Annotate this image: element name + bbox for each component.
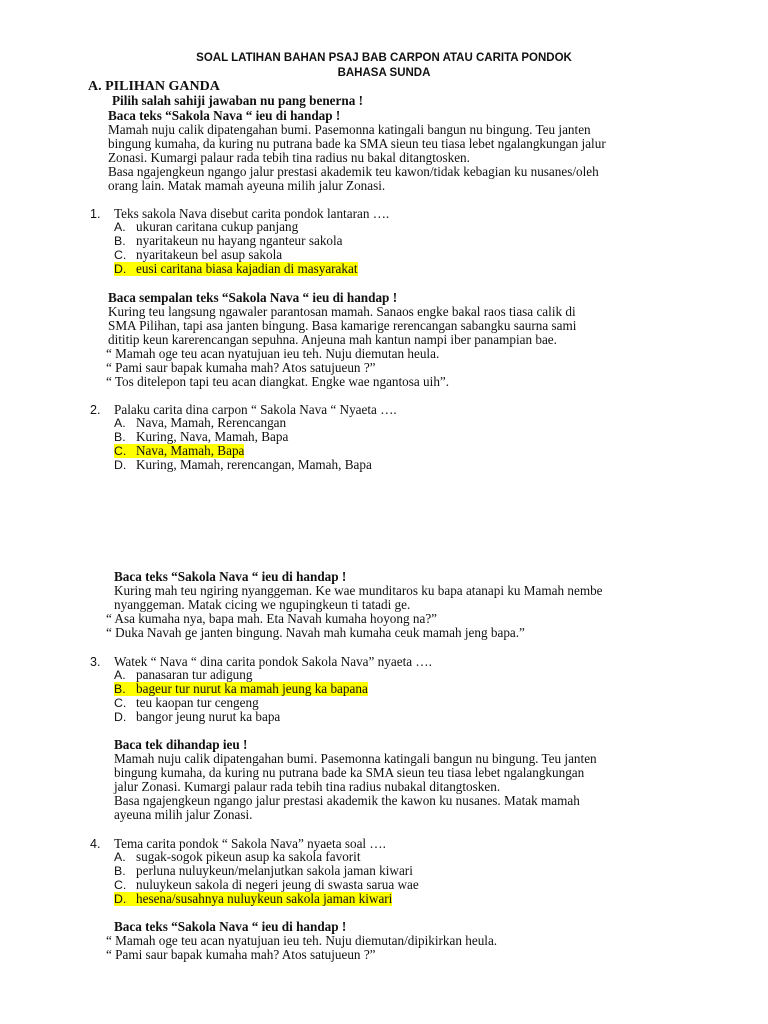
- option-a: A. sugak-sogok pikeun asup ka sakola favorit: [114, 849, 361, 864]
- passage-line: orang lain. Matak mamah ayeuna milih jalur Zonasi.: [108, 178, 386, 193]
- option-d: D. Kuring, Mamah, rerencangan, Mamah, Bapa: [114, 457, 372, 472]
- passage-line: Kuring teu langsung ngawaler parantosan mamah. Sanaos engke bakal raos tiasa calik di: [108, 304, 576, 319]
- document-subtitle: BAHASA SUNDA: [337, 67, 431, 79]
- option-d-answer: D. hesena/susahnya nuluykeun sakola jaman kiwari: [114, 891, 393, 906]
- passage-line: Basa ngajengkeun ngango jalur prestasi akademik the kawon ku nusanes. Matak mamah: [114, 793, 580, 808]
- question-text: Teks sakola Nava disebut carita pondok lantaran ….: [114, 206, 390, 221]
- section-instruction: Pilih salah sahiji jawaban nu pang benerna !: [112, 93, 363, 108]
- question-text: Watek “ Nava “ dina carita pondok Sakola Nava” nyaeta ….: [114, 654, 432, 669]
- option-b-answer: B. bageur tur nurut ka mamah jeung ka bapana: [114, 681, 368, 696]
- passage-line: bingung kumaha, da kuring nu putrana bade ka SMA sieun teu tiasa lebet ngalangkungan jalur: [108, 136, 606, 151]
- document-title: SOAL LATIHAN BAHAN PSAJ BAB CARPON ATAU CARITA PONDOK: [196, 52, 572, 64]
- passage-line: “ Mamah oge teu acan nyatujuan ieu teh. Nuju diemutan heula.: [106, 346, 440, 361]
- question-text: Tema carita pondok “ Sakola Nava” nyaeta soal ….: [114, 836, 386, 851]
- passage-line: “ Mamah oge teu acan nyatujuan ieu teh. Nuju diemutan/dipikirkan heula.: [106, 933, 498, 948]
- passage-line: Basa ngajengkeun ngango jalur prestasi akademik teu kawon/tidak kebagian ku nusanes/oleh: [108, 164, 599, 179]
- passage-line: “ Pami saur bapak kumaha mah? Atos satujueun ?”: [106, 947, 376, 962]
- passage-line: “ Tos ditelepon tapi teu acan diangkat. Engke wae ngantosa uih”.: [106, 374, 450, 389]
- option-b: B. Kuring, Nava, Mamah, Bapa: [114, 429, 289, 444]
- option-c: C. nuluykeun sakola di negeri jeung di swasta sarua wae: [114, 877, 419, 892]
- passage-line: nyanggeman. Matak cicing we ngupingkeun ti tatadi ge.: [114, 597, 411, 612]
- option-c-answer: C. Nava, Mamah, Bapa: [114, 443, 245, 458]
- option-d-answer: D. eusi caritana biasa kajadian di masyarakat: [114, 261, 358, 276]
- passage-line: dititip keun karerencangan sepuhna. Anjeuna mah kantun nampi iber panampian bae.: [108, 332, 557, 347]
- option-b: B. nyaritakeun nu hayang nganteur sakola: [114, 233, 343, 248]
- passage-line: “ Duka Navah ge janten bingung. Navah mah kumaha ceuk mamah jeng bapa.”: [106, 625, 525, 640]
- option-c: C. nyaritakeun bel asup sakola: [114, 247, 283, 262]
- passage-intro: Baca teks “Sakola Nava “ ieu di handap !: [114, 569, 347, 584]
- question-text: Palaku carita dina carpon “ Sakola Nava “ Nyaeta ….: [114, 402, 397, 417]
- passage-line: “ Pami saur bapak kumaha mah? Atos satujueun ?”: [106, 360, 376, 375]
- passage-intro: Baca teks “Sakola Nava “ ieu di handap !: [114, 919, 347, 934]
- question-number: 4.: [90, 837, 101, 851]
- passage-intro: Baca tek dihandap ieu !: [114, 737, 248, 752]
- option-c: C. teu kaopan tur cengeng: [114, 695, 259, 710]
- option-a: A. panasaran tur adigung: [114, 667, 253, 682]
- section-heading: A. PILIHAN GANDA: [88, 79, 220, 94]
- passage-line: Mamah nuju calik dipatengahan bumi. Pasemonna katingali bangun nu bingung. Teu janten: [114, 751, 597, 766]
- passage-line: Mamah nuju calik dipatengahan bumi. Pasemonna katingali bangun nu bingung. Teu janten: [108, 122, 591, 137]
- passage-line: Kuring mah teu ngiring nyanggeman. Ke wae munditaros ku bapa atanapi ku Mamah nembe: [114, 583, 603, 598]
- passage-intro: Baca sempalan teks “Sakola Nava “ ieu di handap !: [108, 290, 398, 305]
- option-b: B. perluna nuluykeun/melanjutkan sakola jaman kiwari: [114, 863, 413, 878]
- option-a: A. Nava, Mamah, Rerencangan: [114, 415, 287, 430]
- passage-line: jalur Zonasi. Kumargi palaur rada tebih tina radius nubakal ditangtosken.: [114, 779, 501, 794]
- option-a: A. ukuran caritana cukup panjang: [114, 219, 299, 234]
- question-number: 2.: [90, 403, 101, 417]
- passage-line: bingung kumaha, da kuring nu putrana bade ka SMA sieun teu tiasa lebet ngalangkungan: [114, 765, 585, 780]
- question-number: 3.: [90, 655, 101, 669]
- passage-line: “ Asa kumaha nya, bapa mah. Eta Navah kumaha hoyong na?”: [106, 611, 438, 626]
- option-d: D. bangor jeung nurut ka bapa: [114, 709, 281, 724]
- passage-intro: Baca teks “Sakola Nava “ ieu di handap !: [108, 108, 341, 123]
- passage-line: Zonasi. Kumargi palaur rada tebih tina radius nu bakal ditangtosken.: [108, 150, 470, 165]
- passage-line: ayeuna milih jalur Zonasi.: [114, 807, 253, 822]
- question-number: 1.: [90, 207, 101, 221]
- passage-line: SMA Pilihan, tapi asa janten bingung. Basa kamarige rerencangan sabangku saurna sami: [108, 318, 577, 333]
